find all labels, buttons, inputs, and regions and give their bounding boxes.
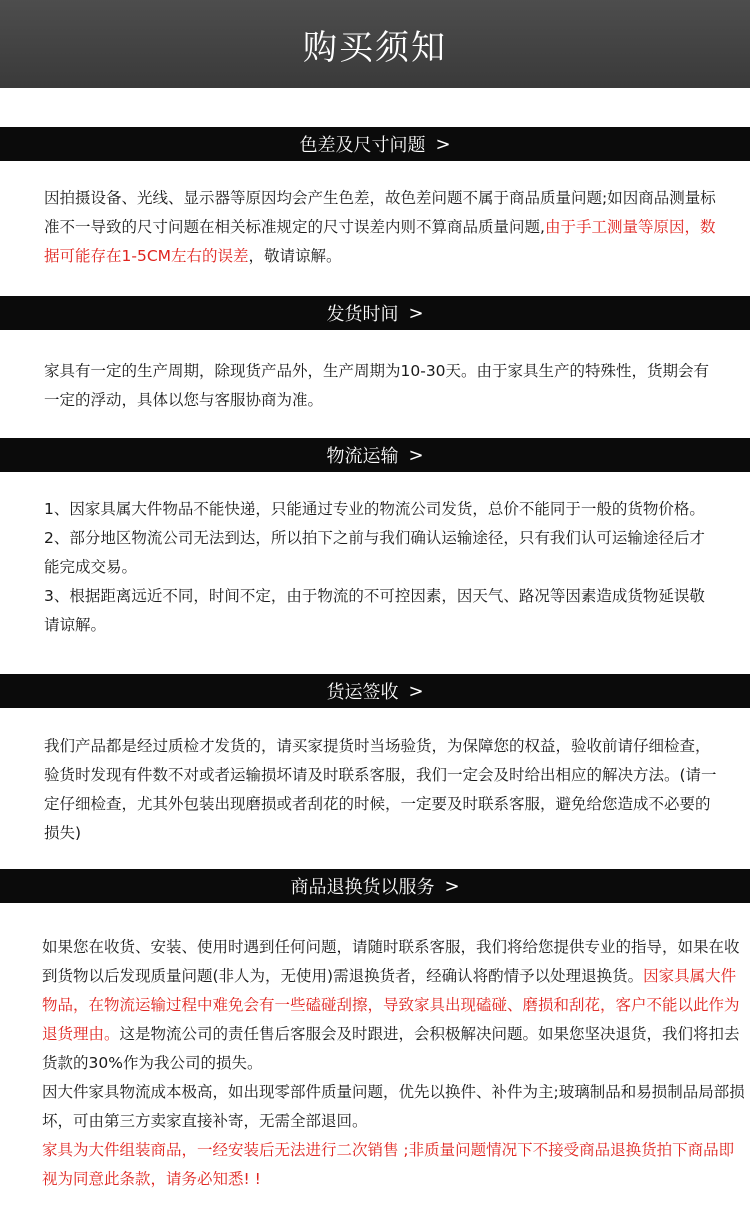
section-heading-label: 色差及尺寸问题 [299,135,426,156]
text-run: 如果您在收货、安装、使用时遇到任何问题，请随时联系客服，我们将给您提供专业的指导，如果在收到货物以后发现质量问题(非人为，无使用)需退换货者，经确认将酌情予以处理退换货。 [42,938,740,985]
paragraph: 家具有一定的生产周期，除现货产品外，生产周期为10-30天。由于家具生产的特殊性，货期会有一定的浮动，具体以您与客服协商为准。 [44,362,710,409]
text-run: 这是物流公司的责任售后客服会及时跟进，会积极解决问题。如果您坚决退货，我们将扣去货款的30%作为我公司的损失。 [42,1025,740,1072]
section-body-returns [42,933,748,1194]
text-run-highlight: 由于手工测量等原因，数据可能存在1-5CM左右的误差 [44,218,716,265]
paragraph: 我们产品都是经过质检才发货的，请买家提货时当场验货，为保障您的权益，验收前请仔细检查，验货时发现有件数不对或者运输损坏请及时联系客服，我们一定会及时给出相应的解决方法。(请一定仔细检查，尤其外包装出现磨损或者刮花的时候，一定要及时联系客服，避免给您造成不必要的损失) [44,737,717,842]
header-banner [0,0,750,88]
text-run-highlight: 因家具属大件物品，在物流运输过程中难免会有一些磕碰刮擦，导致家具出现磕碰、磨损和刮花，客户不能以此作为退货理由。 [42,967,740,1043]
section-heading-label: 商品退换货以服务 [290,877,435,898]
section-heading-returns [0,869,750,903]
chevron-right-icon: > [408,680,424,702]
section-body-signing [44,732,720,848]
text-run: 因拍摄设备、光线、显示器等原因均会产生色差，故色差问题不属于商品质量问题;如因商品测量标准不一导致的尺寸问题在相关标准规定的尺寸误差内则不算商品质量问题, [44,189,716,236]
text-run: ，敬请谅解。 [248,247,342,265]
paragraph-highlight: 家具为大件组装商品，一经安装后无法进行二次销售 ;非质量问题情况下不接受商品退换货拍下商品即视为同意此条款，请务必知悉! ! [42,1141,735,1188]
section-heading-color-size [0,127,750,161]
section-body-logistics [44,495,720,640]
section-body-color-size [44,184,720,271]
paragraph [42,933,748,1078]
chevron-right-icon: > [444,875,460,897]
section-heading-label: 货运签收 [326,682,399,703]
section-heading-signing [0,674,750,708]
section-body-shipping-time [44,357,720,415]
paragraph: 因大件家具物流成本极高，如出现零部件质量问题，优先以换件、补件为主;玻璃制品和易损制品局部损坏，可由第三方卖家直接补寄，无需全部退回。 [42,1083,745,1130]
list-item: 2、部分地区物流公司无法到达，所以拍下之前与我们确认运输途径，只有我们认可运输途径后才能完成交易。 [44,529,705,576]
section-heading-shipping-time [0,296,750,330]
section-heading-logistics [0,438,750,472]
chevron-right-icon: > [408,302,424,324]
chevron-right-icon: > [408,444,424,466]
chevron-right-icon: > [435,133,451,155]
section-heading-label: 发货时间 [326,304,399,325]
paragraph [44,184,720,271]
list-item: 1、因家具属大件物品不能快递，只能通过专业的物流公司发货，总价不能同于一般的货物价格。 [44,500,705,518]
page-title: 购买须知 [303,27,447,68]
list-item: 3、根据距离远近不同，时间不定，由于物流的不可控因素，因天气、路况等因素造成货物延误敬请谅解。 [44,587,705,634]
section-heading-label: 物流运输 [326,446,399,467]
